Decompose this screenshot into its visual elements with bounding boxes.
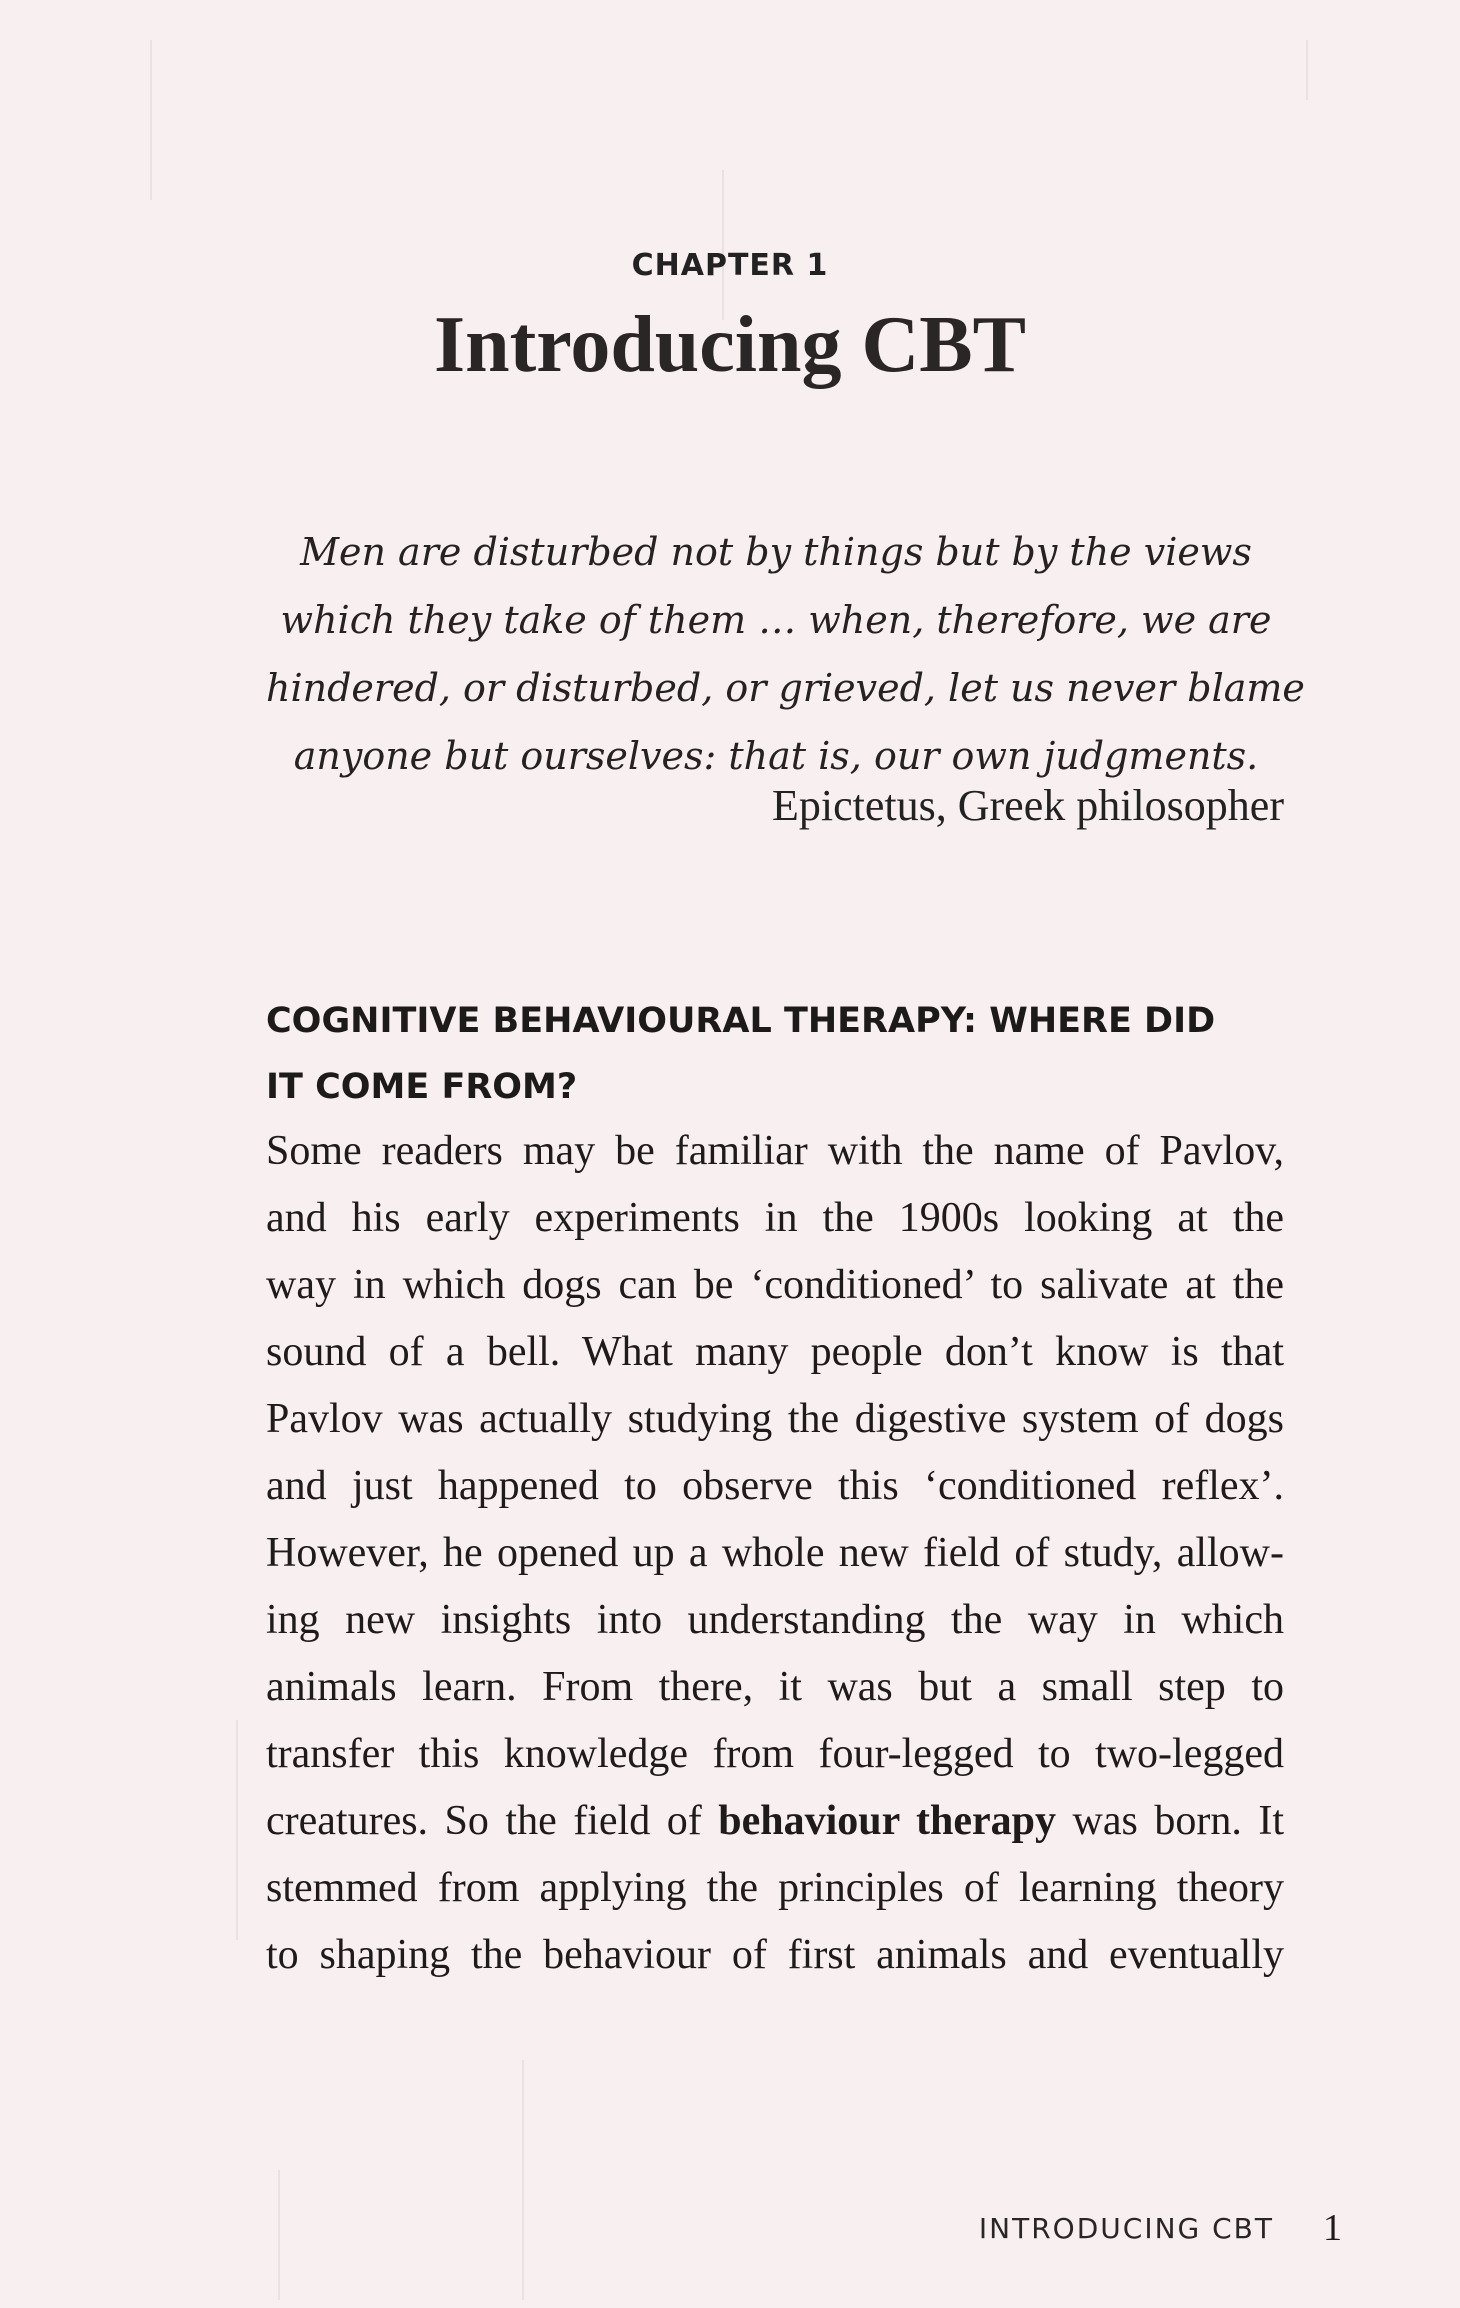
body-line xyxy=(266,1788,1284,1855)
section-heading-line: IT COME FROM? xyxy=(266,1067,578,1107)
body-line: Pavlov was actually studying the digestive system of dogs xyxy=(266,1396,1284,1442)
scan-mark xyxy=(1306,40,1308,100)
body-line: to shaping the behaviour of first animals and eventually xyxy=(266,1932,1284,1978)
body-text-run: creatures. So the field of xyxy=(266,1798,702,1844)
body-line: sound of a bell. What many people don’t know is that xyxy=(266,1329,1284,1375)
epigraph-quote xyxy=(266,518,1305,790)
epigraph-line: hindered, or disturbed, or grieved, let us never blame xyxy=(266,666,1305,710)
body-line: transfer this knowledge from four-legged to two-legged xyxy=(266,1731,1284,1777)
key-term-behaviour-therapy: behaviour therapy xyxy=(718,1798,1056,1844)
section-heading xyxy=(266,988,1296,1120)
scan-mark xyxy=(278,2170,280,2300)
epigraph-attribution: Epictetus, Greek philosopher xyxy=(772,781,1284,830)
chapter-title: Introducing CBT xyxy=(433,301,1027,389)
body-line: stemmed from applying the principles of learning theory xyxy=(266,1865,1284,1911)
running-footer: INTRODUCING CBT xyxy=(978,2212,1274,2245)
body-line: ing new insights into understanding the way in which xyxy=(266,1597,1284,1643)
scan-mark xyxy=(522,2060,524,2300)
epigraph-line: Men are disturbed not by things but by the views xyxy=(300,530,1252,574)
body-line: animals learn. From there, it was but a small step to xyxy=(266,1664,1284,1710)
scan-mark xyxy=(722,170,724,320)
body-text-run: was born. It xyxy=(1072,1798,1284,1844)
body-paragraph xyxy=(266,1118,1284,1989)
scan-mark xyxy=(236,1720,238,1940)
scan-mark xyxy=(150,40,152,200)
page-number: 1 xyxy=(1323,2207,1342,2249)
epigraph-line: which they take of them … when, therefore, we are xyxy=(280,598,1272,642)
body-line: Some readers may be familiar with the name of Pavlov, xyxy=(266,1128,1284,1174)
epigraph-line: anyone but ourselves: that is, our own judgments. xyxy=(293,734,1259,778)
section-heading-line: COGNITIVE BEHAVIOURAL THERAPY: WHERE DID xyxy=(266,1001,1216,1041)
body-line: However, he opened up a whole new field of study, allow- xyxy=(266,1530,1284,1576)
chapter-label: CHAPTER 1 xyxy=(631,248,829,283)
body-line: way in which dogs can be ‘conditioned’ to salivate at the xyxy=(266,1262,1284,1308)
body-line: and his early experiments in the 1900s looking at the xyxy=(266,1195,1284,1241)
body-line: and just happened to observe this ‘conditioned reflex’. xyxy=(266,1463,1284,1509)
